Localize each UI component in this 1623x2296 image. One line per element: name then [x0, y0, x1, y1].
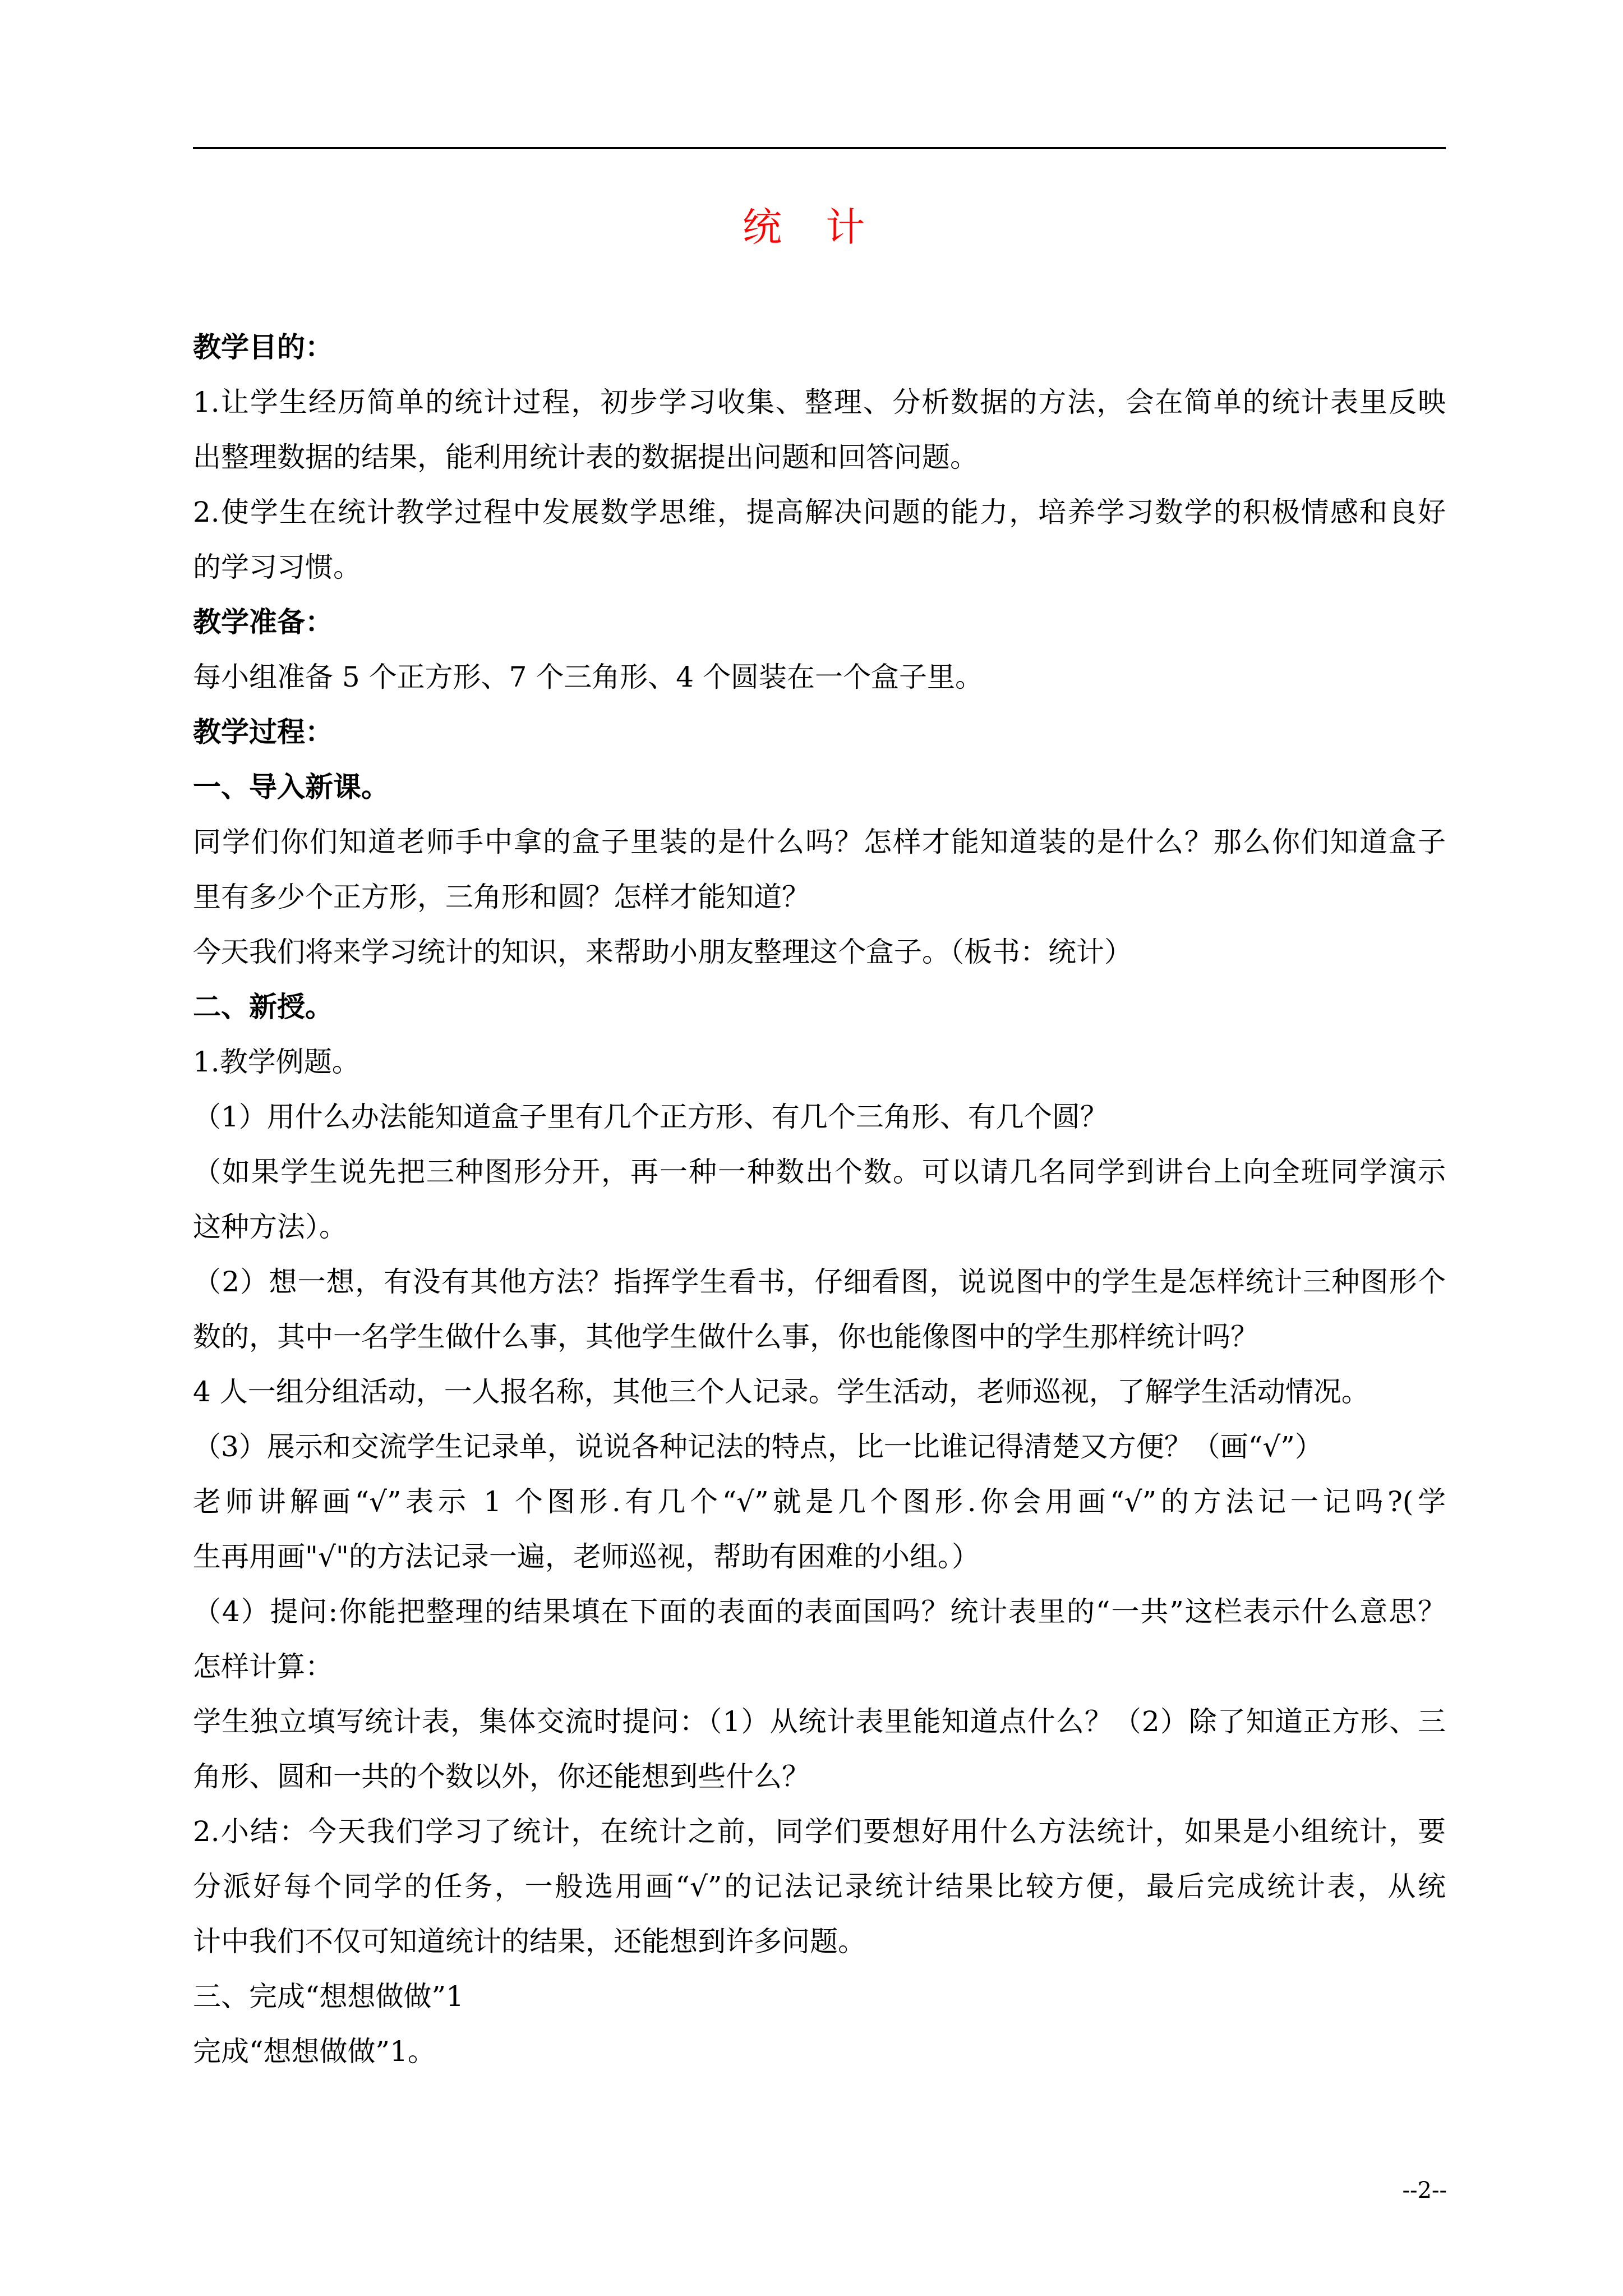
- document-body: [193, 320, 1446, 2079]
- text-line: 生再用画"√"的方法记录一遍，老师巡视，帮助有困难的小组。）: [193, 1540, 980, 1573]
- page-title: 统 计: [742, 204, 881, 250]
- text-line: 分派好每个同学的任务，一般选用画“√”的记法记录统计结果比较方便，最后完成统计表，从统: [193, 1870, 1446, 1903]
- header-rule: [193, 147, 1446, 149]
- section-heading: 教学过程：: [193, 716, 333, 748]
- text-line: 2.使学生在统计教学过程中发展数学思维，提高解决问题的能力，培养学习数学的积极情感和良好: [193, 496, 1446, 528]
- text-line: （2）想一想，有没有其他方法？指挥学生看书，仔细看图，说说图中的学生是怎样统计三种图形个: [193, 1266, 1446, 1298]
- text-line: 三、完成“想想做做”1: [193, 1980, 464, 2013]
- text-line: 出整理数据的结果，能利用统计表的数据提出问题和回答问题。: [193, 441, 978, 473]
- text-line: 的学习习惯。: [193, 551, 361, 583]
- text-line: 同学们你们知道老师手中拿的盒子里装的是什么吗？怎样才能知道装的是什么？那么你们知道盒子: [193, 826, 1446, 858]
- text-line: 角形、圆和一共的个数以外，你还能想到些什么？: [193, 1760, 810, 1793]
- section-heading: 教学准备：: [193, 606, 333, 638]
- text-line: 2.小结：今天我们学习了统计，在统计之前，同学们要想好用什么方法统计，如果是小组统计，要: [193, 1815, 1446, 1848]
- text-line: 1.教学例题。: [193, 1046, 360, 1078]
- section-heading: 教学目的：: [193, 331, 333, 364]
- text-line: 数的，其中一名学生做什么事，其他学生做什么事，你也能像图中的学生那样统计吗？: [193, 1320, 1258, 1353]
- text-line: 1.让学生经历简单的统计过程，初步学习收集、整理、分析数据的方法，会在简单的统计表里反映: [193, 386, 1446, 418]
- text-line: （3）展示和交流学生记录单，说说各种记法的特点，比一比谁记得清楚又方便？（画“√”）: [193, 1430, 1323, 1463]
- text-line: （4）提问:你能把整理的结果填在下面的表面的表面国吗？统计表里的“一共”这栏表示什么意思？: [193, 1595, 1446, 1628]
- text-line: 学生独立填写统计表，集体交流时提问：（1）从统计表里能知道点什么？（2）除了知道正方形、三: [193, 1705, 1446, 1738]
- page-number: --2--: [1402, 2178, 1447, 2203]
- section-heading: 二、新授。: [193, 991, 333, 1023]
- text-line: 这种方法）。: [193, 1211, 347, 1243]
- text-line: 老师讲解画“√”表示 1 个图形.有几个“√”就是几个图形.你会用画“√”的方法记一记吗?(学: [193, 1485, 1446, 1518]
- text-line: （1）用什么办法能知道盒子里有几个正方形、有几个三角形、有几个圆？: [193, 1101, 1108, 1133]
- section-heading: 一、导入新课。: [193, 771, 389, 803]
- text-line: （如果学生说先把三种图形分开，再一种一种数出个数。可以请几名同学到讲台上向全班同学演示: [193, 1156, 1446, 1188]
- text-line: 每小组准备 5 个正方形、7 个三角形、4 个圆装在一个盒子里。: [193, 661, 984, 693]
- text-line: 里有多少个正方形，三角形和圆？怎样才能知道？: [193, 881, 810, 913]
- text-line: 4 人一组分组活动，一人报名称，其他三个人记录。学生活动，老师巡视，了解学生活动情况。: [193, 1375, 1370, 1408]
- text-line: 今天我们将来学习统计的知识，来帮助小朋友整理这个盒子。（板书：统计）: [193, 936, 1132, 968]
- text-line: 完成“想想做做”1。: [193, 2035, 436, 2068]
- text-line: 计中我们不仅可知道统计的结果，还能想到许多问题。: [193, 1925, 866, 1958]
- text-line: 怎样计算：: [193, 1650, 333, 1683]
